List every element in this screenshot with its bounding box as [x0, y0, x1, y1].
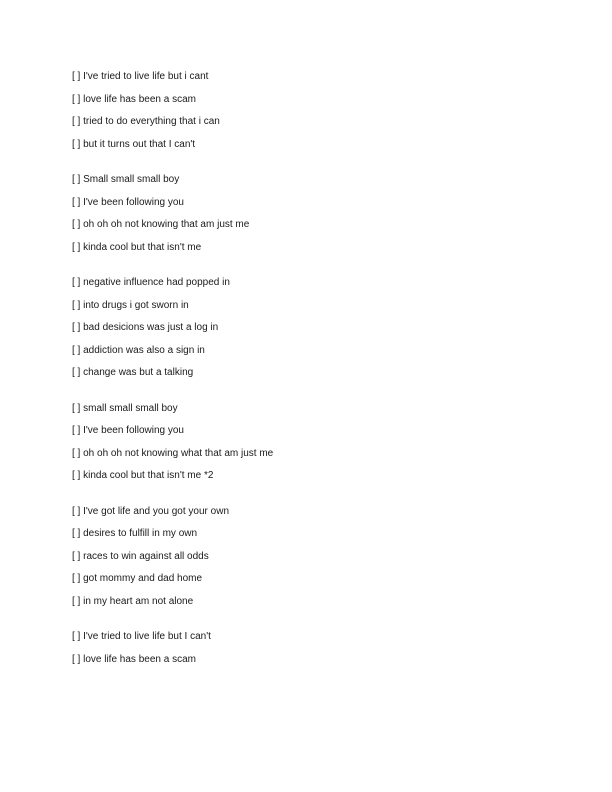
- stanza-2: [72, 173, 542, 254]
- lyric-line: [ ] got mommy and dad home: [72, 573, 203, 584]
- lyric-line: [ ] love life has been a scam: [72, 653, 196, 665]
- lyric-line: [ ] addiction was also a sign in: [72, 344, 205, 356]
- stanza-6: [72, 630, 542, 666]
- lyric-line: [ ] tried to do everything that i can: [72, 116, 220, 127]
- lyric-line: [ ] negative influence had popped in: [72, 277, 230, 288]
- lyric-line: [ ] kinda cool but that isn't me *2: [72, 470, 214, 481]
- lyric-line: [ ] but it turns out that I can't: [72, 138, 196, 150]
- lyric-line: [ ] bad desicions was just a log in: [72, 322, 219, 333]
- lyric-line: [ ] kinda cool but that isn't me: [72, 241, 202, 253]
- lyrics-body: [72, 70, 542, 666]
- stanza-4: [72, 402, 542, 483]
- stanza-3: [72, 276, 542, 379]
- lyric-line: [ ] I've been following you: [72, 196, 184, 208]
- lyric-line: [ ] oh oh oh not knowing what that am just me: [72, 447, 274, 459]
- lyric-line: [ ] desires to fulfill in my own: [72, 528, 198, 539]
- lyric-line: [ ] love life has been a scam: [72, 93, 196, 105]
- lyric-line: [ ] oh oh oh not knowing that am just me: [72, 219, 250, 230]
- lyric-line: [ ] I've tried to live life but I can't: [72, 631, 211, 642]
- lyric-line: [ ] into drugs i got sworn in: [72, 299, 189, 311]
- lyric-line: [ ] I've tried to live life but i cant: [72, 71, 209, 82]
- lyric-line: [ ] small small small boy: [72, 402, 178, 414]
- lyric-line: [ ] I've been following you: [72, 425, 184, 436]
- lyric-line: [ ] Small small small boy: [72, 174, 180, 185]
- stanza-1: [72, 70, 542, 151]
- lyric-line: [ ] change was but a talking: [72, 367, 194, 378]
- lyric-line: [ ] races to win against all odds: [72, 550, 209, 562]
- lyric-line: [ ] I've got life and you got your own: [72, 505, 230, 517]
- stanza-5: [72, 505, 542, 608]
- lyric-line: [ ] in my heart am not alone: [72, 595, 194, 607]
